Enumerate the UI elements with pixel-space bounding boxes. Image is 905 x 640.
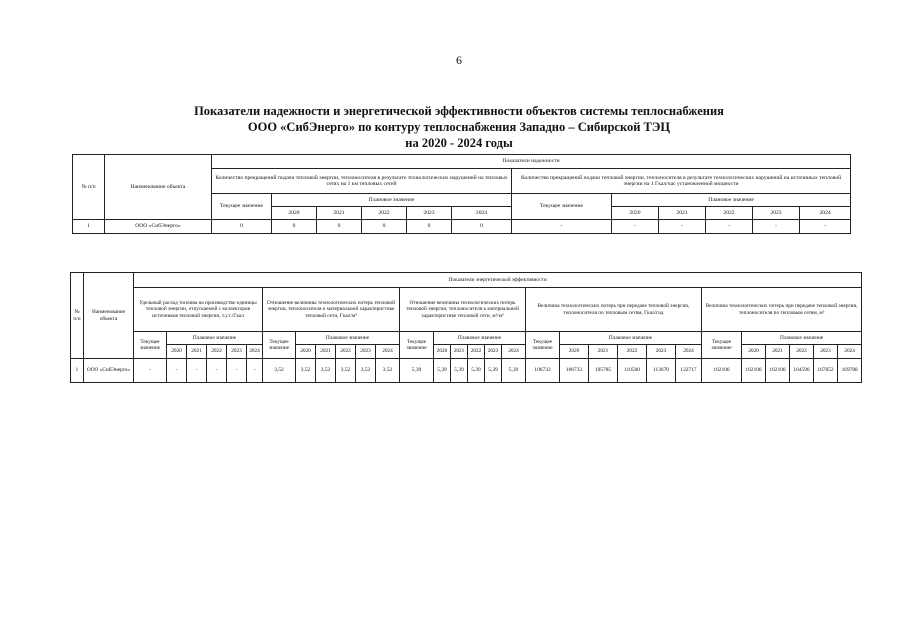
year-header: 2020 — [742, 345, 766, 359]
sub-header-loss-ratio-gcal: Отношение величины технологических потерь тепловой энергии, теплоносителя к материальной характеристике тепловой сети, Гкал/м² — [263, 288, 400, 332]
col-header-num: № п/п — [73, 155, 105, 220]
year-header: 2021 — [766, 345, 790, 359]
col-header-name: Наименование объекта — [105, 155, 212, 220]
cell-value: 0 — [212, 220, 272, 234]
cell-value: 3,52 — [376, 359, 400, 383]
cell-value: - — [659, 220, 706, 234]
document-title — [0, 103, 905, 151]
cell-num: 1 — [71, 359, 84, 383]
sub-header-losses-m3: Величина технологических потерь при передаче тепловой энергии, теплоносителя по тепловым сетям, м³ — [702, 288, 862, 332]
cell-value: 105785 — [589, 359, 618, 383]
cell-value: 162106 — [742, 359, 766, 383]
cell-value: 0 — [272, 220, 317, 234]
cell-value: 162106 — [702, 359, 742, 383]
group-header-efficiency: Показатели энергетической эффективности — [134, 273, 862, 288]
cell-value: 5,39 — [451, 359, 468, 383]
cell-value: 106733 — [560, 359, 589, 383]
current-value-header: Текущее значение — [702, 332, 742, 359]
cell-value: 5,39 — [434, 359, 451, 383]
planned-value-header: Плановое значение — [560, 332, 702, 345]
cell-value: - — [512, 220, 612, 234]
cell-value: 167852 — [814, 359, 838, 383]
year-header: 2023 — [356, 345, 376, 359]
cell-name: ООО «СибЭнерго» — [84, 359, 134, 383]
cell-value: - — [753, 220, 800, 234]
cell-value: - — [187, 359, 207, 383]
cell-value: 5,39 — [468, 359, 485, 383]
cell-value: 106733 — [526, 359, 560, 383]
cell-value: 3,52 — [316, 359, 336, 383]
cell-value: 0 — [362, 220, 407, 234]
year-header: 2022 — [362, 207, 407, 220]
col-header-num: № п/п — [71, 273, 84, 359]
year-header: 2021 — [589, 345, 618, 359]
cell-value: - — [612, 220, 659, 234]
year-header: 2021 — [451, 345, 468, 359]
cell-value: 3,52 — [356, 359, 376, 383]
year-header: 2024 — [502, 345, 526, 359]
year-header: 2020 — [167, 345, 187, 359]
year-header: 2021 — [187, 345, 207, 359]
year-header: 2020 — [296, 345, 316, 359]
year-header: 2020 — [272, 207, 317, 220]
title-line-2: ООО «СибЭнерго» по контуру теплоснабжения Западно – Сибирской ТЭЦ — [247, 120, 671, 134]
cell-value: 0 — [317, 220, 362, 234]
sub-header-losses-gcal: Величина технологических потерь при передаче тепловой энергии, теплоносителя по тепловым сетям, Гкал/год — [526, 288, 702, 332]
cell-value: 169788 — [838, 359, 862, 383]
current-value-header: Текущее значение — [134, 332, 167, 359]
page-number: 6 — [456, 53, 462, 67]
title-line-1: Показатели надежности и энергетической эффективности объектов системы теплоснабжения — [194, 104, 724, 118]
cell-value: 5,39 — [502, 359, 526, 383]
cell-value: 3,52 — [296, 359, 316, 383]
cell-value: 122717 — [676, 359, 702, 383]
year-header: 2022 — [706, 207, 753, 220]
year-header: 2022 — [618, 345, 647, 359]
year-header: 2024 — [800, 207, 851, 220]
group-header-reliability: Показатели надежности — [212, 155, 851, 169]
year-header: 2022 — [468, 345, 485, 359]
current-value-header: Текущее значение — [400, 332, 434, 359]
year-header: 2020 — [560, 345, 589, 359]
planned-value-header: Плановое значение — [167, 332, 263, 345]
sub-header-network-interruptions: Количество прекращений подачи тепловой энергии, теплоносителя в результате технологических нарушений на тепловых сетях на 1 км тепловых сетей — [212, 169, 512, 194]
year-header: 2020 — [434, 345, 451, 359]
year-header: 2021 — [659, 207, 706, 220]
year-header: 2022 — [207, 345, 227, 359]
cell-value: 5,39 — [400, 359, 434, 383]
cell-value: 0 — [452, 220, 512, 234]
title-line-3: на 2020 - 2024 годы — [405, 136, 513, 150]
year-header: 2023 — [227, 345, 247, 359]
current-value-header: Текущее значение — [263, 332, 296, 359]
year-header: 2023 — [407, 207, 452, 220]
current-value-header: Текущее значение — [526, 332, 560, 359]
year-header: 2023 — [647, 345, 676, 359]
reliability-table — [72, 154, 851, 234]
year-header: 2021 — [317, 207, 362, 220]
year-header: 2024 — [838, 345, 862, 359]
year-header: 2021 — [316, 345, 336, 359]
planned-value-header: Плановое значение — [612, 194, 851, 207]
sub-header-fuel-consumption: Удельный расход топлива на производство единицы тепловой энергии, отпускаемой с коллекторов источников тепловой энергии, т.у.т./Гкал — [134, 288, 263, 332]
cell-name: ООО «СибЭнерго» — [105, 220, 212, 234]
planned-value-header: Плановое значение — [434, 332, 526, 345]
year-header: 2024 — [247, 345, 263, 359]
cell-value: - — [167, 359, 187, 383]
cell-value: - — [800, 220, 851, 234]
planned-value-header: Плановое значение — [272, 194, 512, 207]
year-header: 2022 — [790, 345, 814, 359]
sub-header-loss-ratio-m3: Отношение величины технологических потерь тепловой энергии, теплоносителя к материальной характеристике тепловой сети, м³/м² — [400, 288, 526, 332]
cell-value: 3,52 — [336, 359, 356, 383]
cell-value: 3,52 — [263, 359, 296, 383]
cell-value: 164596 — [790, 359, 814, 383]
year-header: 2023 — [485, 345, 502, 359]
year-header: 2024 — [676, 345, 702, 359]
year-header: 2023 — [814, 345, 838, 359]
cell-value: 162106 — [766, 359, 790, 383]
cell-value: - — [134, 359, 167, 383]
cell-value: 110500 — [618, 359, 647, 383]
energy-efficiency-table — [70, 272, 862, 383]
table-row — [71, 359, 862, 383]
current-value-header: Текущее значение — [512, 194, 612, 220]
year-header: 2024 — [376, 345, 400, 359]
cell-value: 113670 — [647, 359, 676, 383]
cell-value: - — [227, 359, 247, 383]
year-header: 2024 — [452, 207, 512, 220]
year-header: 2020 — [612, 207, 659, 220]
cell-value: 5,39 — [485, 359, 502, 383]
cell-value: - — [247, 359, 263, 383]
year-header: 2022 — [336, 345, 356, 359]
cell-value: 0 — [407, 220, 452, 234]
col-header-name: Наименование объекта — [84, 273, 134, 359]
year-header: 2023 — [753, 207, 800, 220]
cell-value: - — [706, 220, 753, 234]
current-value-header: Текущее значение — [212, 194, 272, 220]
planned-value-header: Плановое значение — [742, 332, 862, 345]
cell-num: 1 — [73, 220, 105, 234]
cell-value: - — [207, 359, 227, 383]
planned-value-header: Плановое значение — [296, 332, 400, 345]
table-row — [73, 220, 851, 234]
sub-header-source-interruptions: Количество прекращений подачи тепловой энергии, теплоносителя в результате технологических нарушений на источниках тепловой энергии на 1 Гкал/час установленной мощности — [512, 169, 851, 194]
